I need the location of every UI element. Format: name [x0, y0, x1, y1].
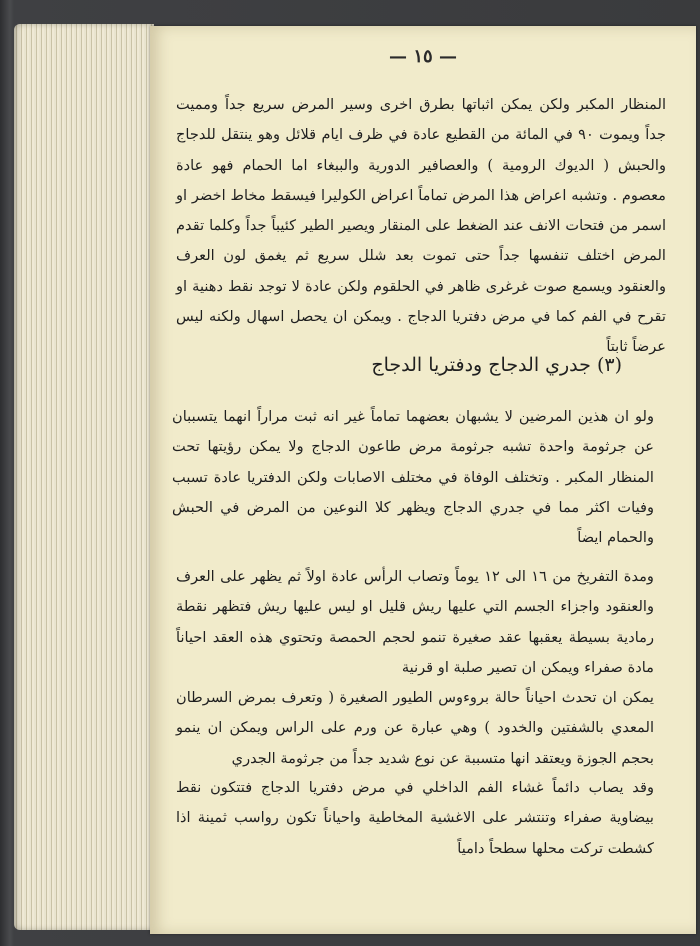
paragraph-text: وقد يصاب دائماً غشاء الفم الداخلي في مرض دفتريا الدجاج فتتكون نقط بيضاوية صفراء وتنتشر على الاغشية المخاطية واحياناً تكون رواسب ثمينة اذا كشطت تركت محلها سطحاً دامياً: [176, 779, 654, 857]
paragraph-2: [176, 562, 666, 683]
paragraph-intro: [176, 90, 666, 363]
paragraph-4: [176, 773, 666, 864]
paragraph-text: المنظار المكبر ولكن يمكن اثباتها بطرق اخرى وسير المرض سريع جداً ومميت جداً ويموت ٩٠ في المائة من القطيع عادة في ظرف ايام قلائل وهو ينتقل للدجاج والحبش ( الديوك الرومية ) والعصافير الدورية والببغاء اما الحمام فهو عادة معصوم . وتشبه اعراض هذا المرض تماماً اعراض الكوليرا فيسقط مخاط اخضر او اسمر من فتحات الانف عند الضغط على المنقار ويصير الطير كئيباً جداً وكلما تقدم المرض اختلف تنفسها جداً حتى تموت بعد شلل سريع ثم يغمق لون العرف والعنقود ويسمع صوت غرغرى ظاهر في الحلقوم ولكن عادة لا توجد نقط دهنية او تقرح في الفم كما في مرض دفتريا الدجاج . ويمكن ان يحصل اسهال ولكنه ليس عرضاً ثابتاً: [176, 96, 666, 356]
paragraph-1: [172, 402, 666, 553]
paragraph-text: يمكن ان تحدث احياناً حالة بروءوس الطيور الصغيرة ( وتعرف بمرض السرطان المعدي بالشفتين والخدود ) وهي عبارة عن ورم على الراس ويمكن ان ينمو بحجم الجوزة ويعتقد انها متسببة عن نوع شديد جداً من جرثومة الجدري: [176, 689, 654, 767]
paragraph-text: ولو ان هذين المرضين لا يشبهان بعضهما تماماً غير انه ثبت مراراً انهما يتسببان عن جرثومة واحدة تشبه جرثومة مرض طاعون الدجاج ولا يمكن رؤيتها تحت المنظار المكبر . وتختلف الوفاة في مختلف الاصابات ولكن الدفتريا عادة تسبب وفيات اكثر مما في جدري الدجاج ويظهر كلا النوعين من المرض في الحبش والحمام ايضاً: [172, 408, 654, 547]
paragraph-text: ومدة التفريخ من ١٦ الى ١٢ يوماً وتصاب الرأس عادة اولاً ثم يظهر على العرف والعنقود واجزاء الجسم التي عليها ريش قليل او ليس عليها ريش فتظهر نقطة رمادية بسيطة يعقبها عقد صغيرة تنمو لحجم الحمصة وتحتوي هذه العقد احياناً مادة صفراء ويمكن ان تصير صلبة او قرنية: [176, 568, 654, 676]
book-page: [150, 26, 696, 934]
section-heading: (٣) جدري الدجاج ودفتريا الدجاج: [371, 354, 622, 376]
page-number: — ١٥ —: [389, 46, 457, 67]
book-page-edges: [14, 24, 154, 930]
paragraph-3: [176, 683, 666, 774]
